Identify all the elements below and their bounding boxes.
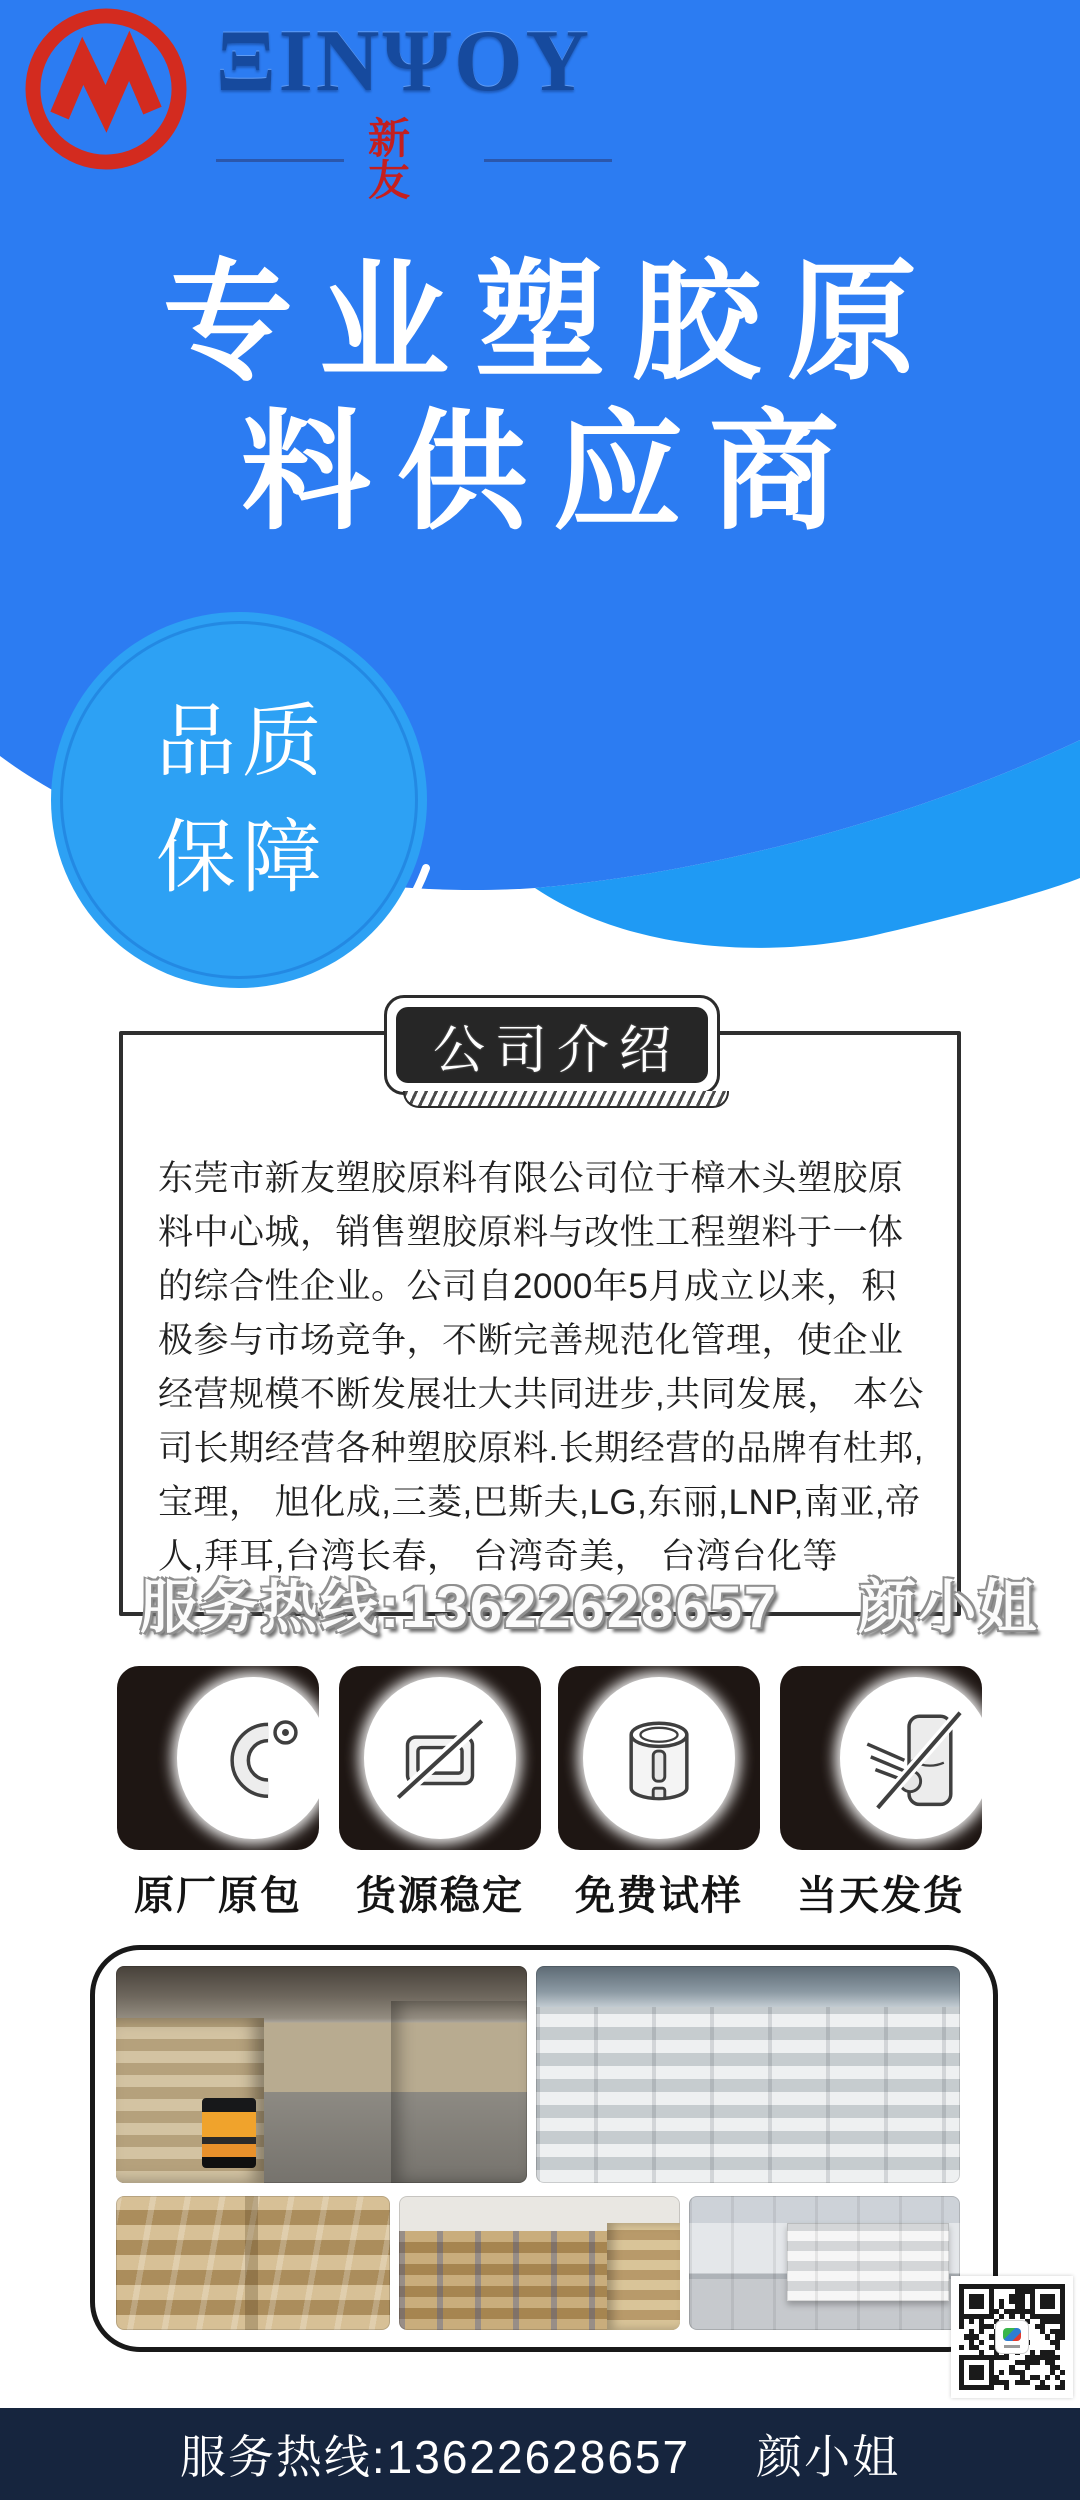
hotline-watermark-number: 服务热线:13622628657 — [140, 1575, 779, 1640]
intro-line: 极参与市场竞争，不断完善规范化管理，使企业 — [158, 1321, 904, 1360]
hotline-watermark — [140, 1560, 1039, 1644]
feature-blob — [364, 1677, 516, 1839]
forklift-graphic — [202, 2098, 255, 2167]
hero-title-line2: 料供应商 — [240, 399, 865, 545]
feature-label: 当天发货 — [797, 1874, 965, 1918]
warehouse-photo-aisle-forklift — [116, 1966, 527, 2183]
feature-tile-stable-supply — [339, 1666, 541, 1850]
feature-blob — [840, 1677, 982, 1839]
feature-tile-same-day-delivery — [780, 1666, 982, 1850]
quality-badge-arc — [25, 600, 465, 1020]
qr-code — [951, 2276, 1073, 2398]
feature-label: 货源稳定 — [356, 1874, 524, 1918]
quality-badge-line2: 保障 — [156, 813, 328, 902]
logo-mark-icon — [20, 6, 192, 172]
company-intro-paragraph — [158, 1152, 928, 1584]
intro-line: 经营规模不断发展壮大共同进步,共同发展， 本公 — [158, 1375, 924, 1414]
warehouse-photo-gallery — [90, 1945, 998, 2352]
brand-name: ΞINΨOY — [216, 13, 593, 110]
warehouse-photo-white-bag-stacks — [536, 1966, 960, 2183]
brand-name-chinese: 新友 — [368, 115, 437, 204]
same-day-delivery-icon — [858, 1700, 974, 1816]
warehouse-photo-pallet-hall — [689, 2196, 960, 2330]
footer-hotline-number: 服务热线:13622628657 — [179, 2431, 691, 2483]
wechat-logo-icon — [996, 2321, 1028, 2353]
original-package-icon — [195, 1700, 311, 1816]
footer-hotline-bar — [0, 2408, 1080, 2500]
warehouse-photo-brown-bags-closeup — [116, 2196, 390, 2330]
brand-divider-line-left — [216, 159, 344, 162]
intro-line: 人,拜耳,台湾长春， 台湾奇美， 台湾台化等 — [158, 1537, 838, 1576]
footer-contact-name: 颜小姐 — [756, 2431, 901, 2483]
feature-label: 原厂原包 — [134, 1874, 302, 1918]
hero-title — [0, 247, 1080, 547]
feature-blob — [583, 1677, 735, 1839]
intro-line: 宝理， 旭化成,三菱,巴斯夫,LG,东丽,LNP,南亚,帝 — [158, 1483, 921, 1522]
brand-subtitle — [216, 115, 612, 204]
hotline-watermark-contact: 颜小姐 — [858, 1575, 1039, 1640]
intro-line: 的综合性企业。公司自2000年5月成立以来，积 — [158, 1267, 897, 1306]
intro-line: 料中心城，销售塑胶原料与改性工程塑料于一体 — [158, 1213, 904, 1252]
hero-title-line1: 专业塑胶原 — [162, 249, 943, 395]
brand-divider-line-right — [484, 159, 612, 162]
intro-line: 东莞市新友塑胶原料有限公司位于樟木头塑胶原 — [158, 1159, 904, 1198]
stable-supply-icon — [382, 1700, 498, 1816]
intro-line: 司长期经营各种塑胶原料.长期经营的品牌有杜邦, — [158, 1429, 924, 1468]
feature-label: 免费试样 — [575, 1874, 743, 1918]
feature-blob — [177, 1677, 319, 1839]
quality-badge-line1: 品质 — [156, 697, 328, 786]
feature-tile-original-package — [117, 1666, 319, 1850]
free-sample-icon — [601, 1700, 717, 1816]
section-title: 公司介绍 — [396, 1007, 708, 1083]
section-title-ribbon — [384, 995, 720, 1095]
feature-tile-free-sample — [558, 1666, 760, 1850]
warehouse-photo-mixed-bags — [399, 2196, 680, 2330]
